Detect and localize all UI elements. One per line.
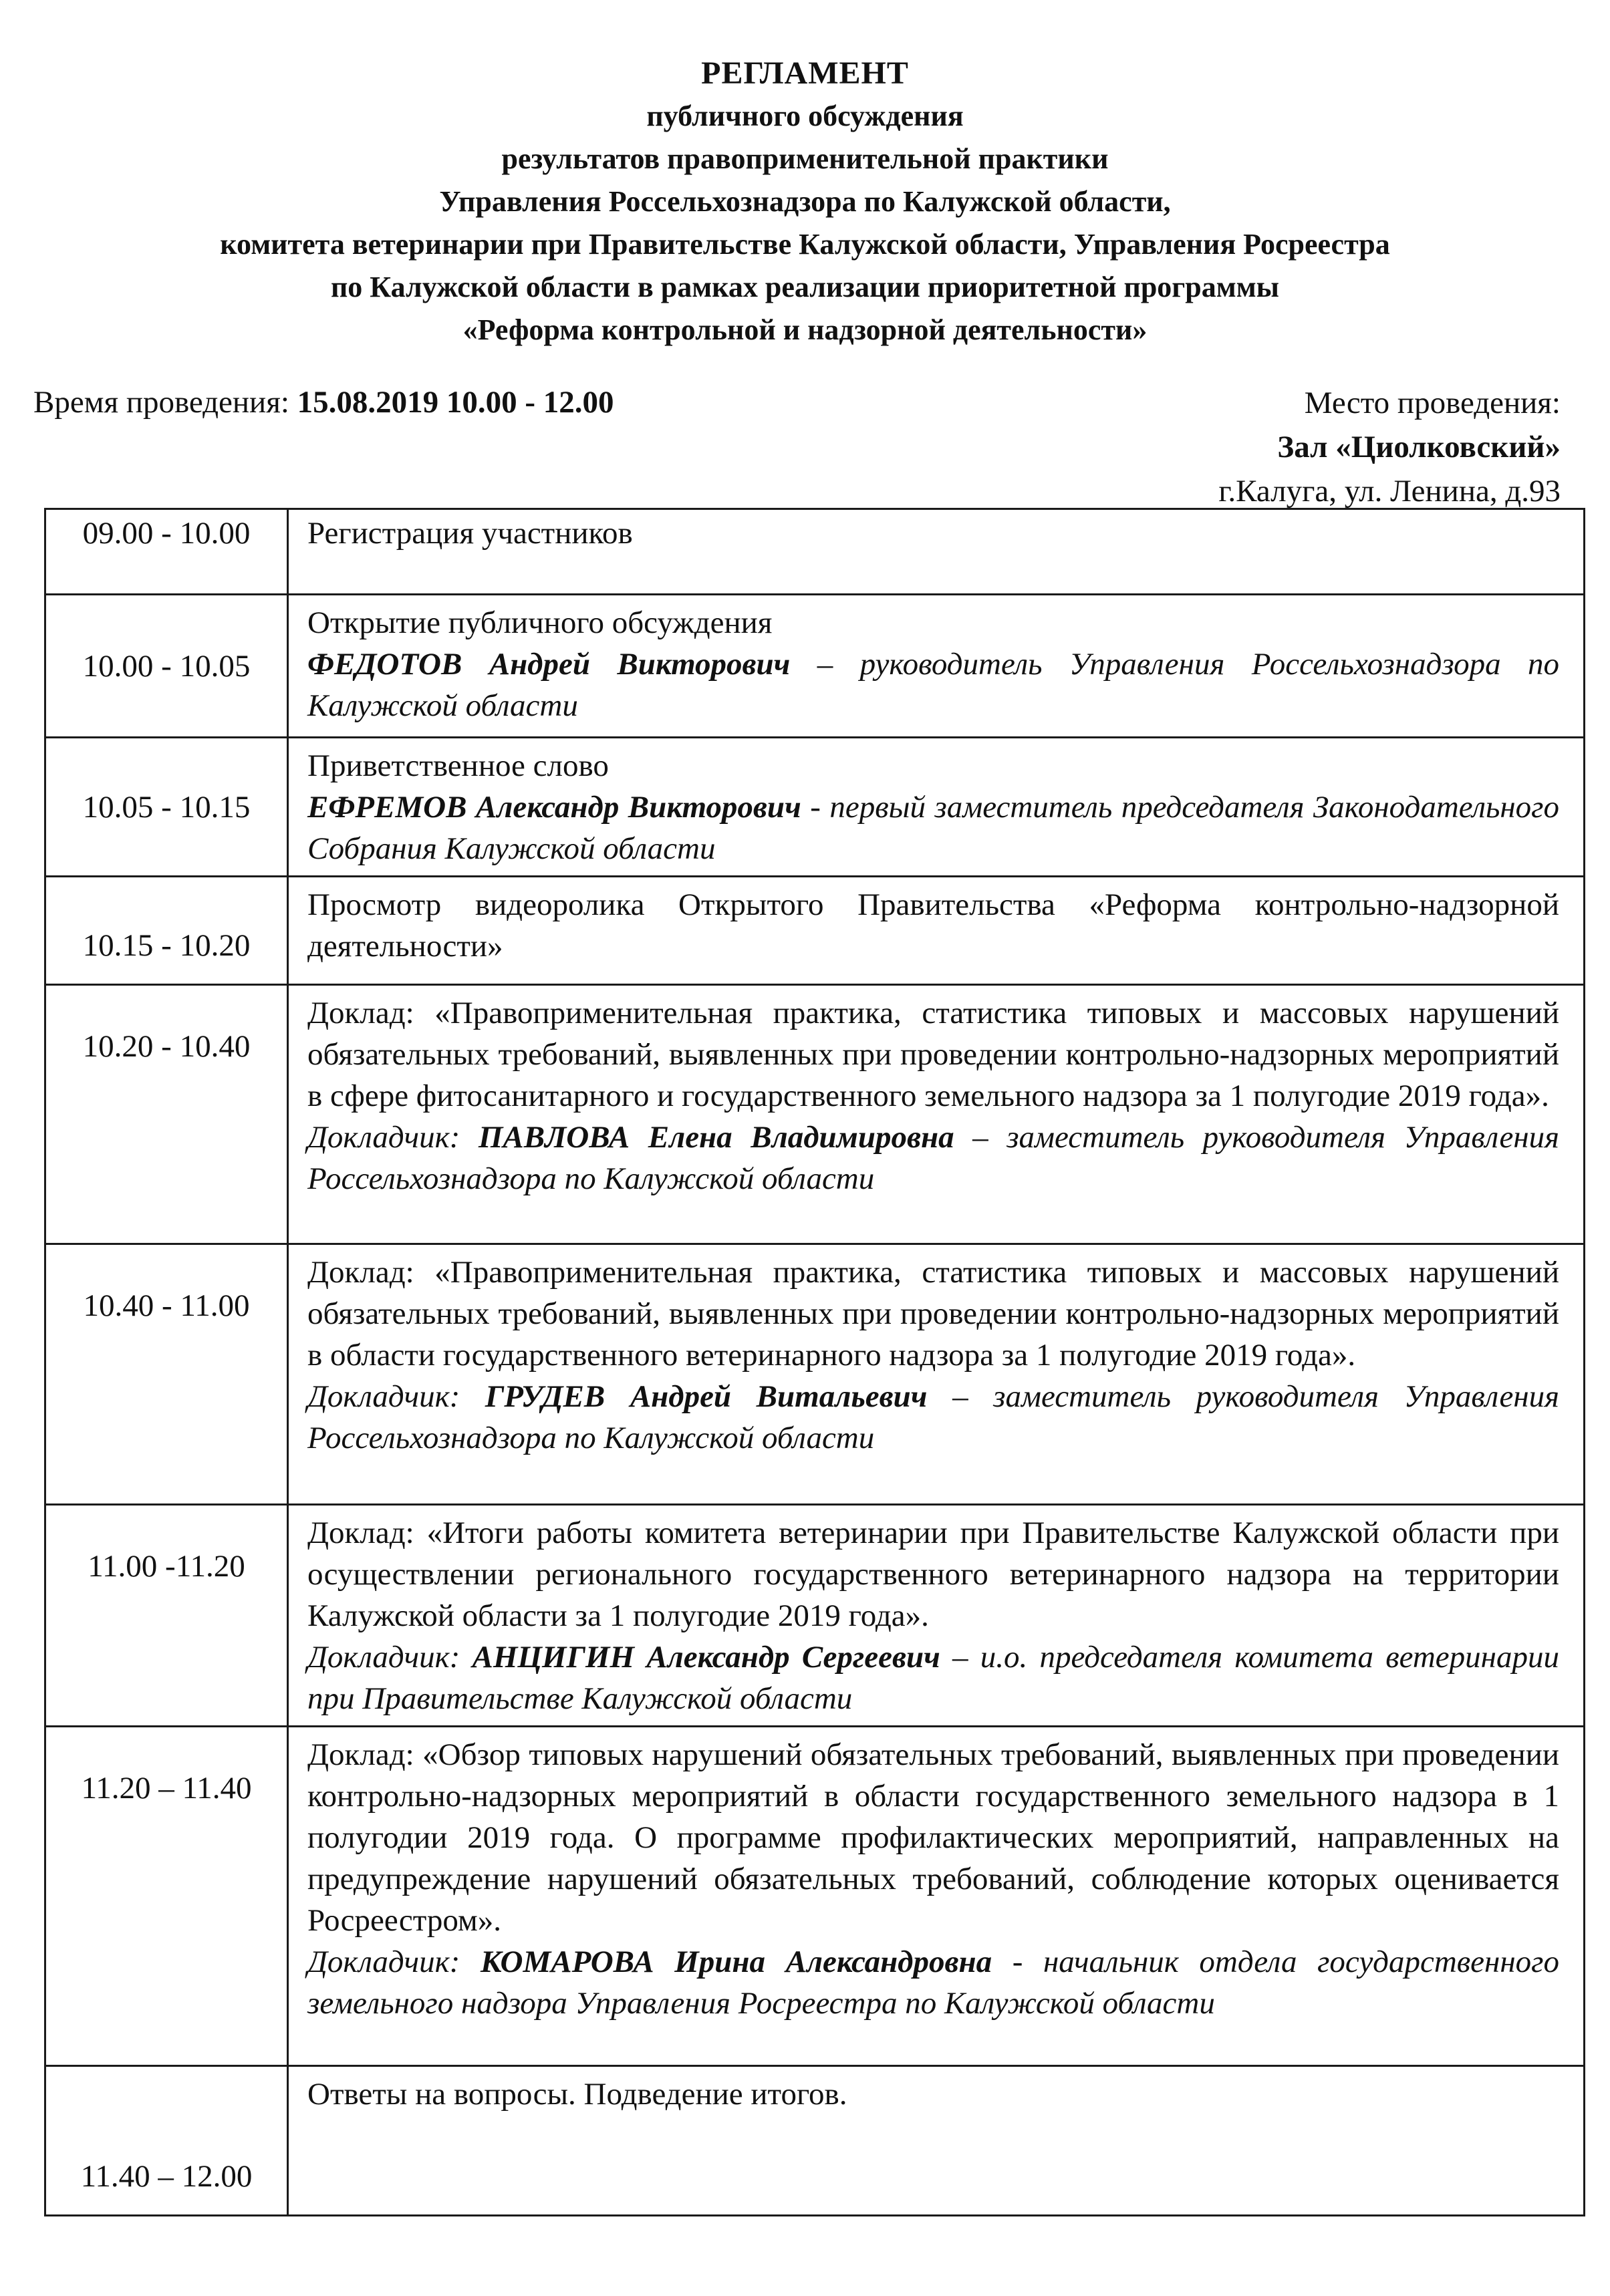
table-row bbox=[45, 2066, 1585, 2216]
agenda-cell bbox=[288, 985, 1585, 1244]
event-venue: Зал «Циолковский» bbox=[1277, 430, 1561, 464]
agenda-speaker bbox=[307, 1376, 1559, 1459]
speaker-role: – заместитель руководителя Управления Россельхознадзора по Калужской области bbox=[307, 1120, 1559, 1196]
speaker-role: – руководитель Управления Россельхознадзора по Калужской области bbox=[307, 647, 1560, 723]
time-cell: 09.00 - 10.00 bbox=[45, 509, 288, 595]
speaker-role: - начальник отдела государственного земельного надзора Управления Росреестра по Калужской области bbox=[307, 1945, 1559, 2021]
event-time-value: 15.08.2019 10.00 - 12.00 bbox=[297, 385, 614, 420]
header-line-6: «Реформа контрольной и надзорной деятельности» bbox=[462, 313, 1148, 346]
table-row bbox=[45, 1505, 1585, 1727]
speaker-label: Докладчик: bbox=[307, 1379, 485, 1414]
agenda-cell bbox=[288, 1505, 1585, 1727]
speaker-label: Докладчик: bbox=[307, 1120, 479, 1155]
agenda-cell bbox=[288, 509, 1585, 595]
agenda-title: Приветственное слово bbox=[307, 748, 609, 783]
time-cell: 10.00 - 10.05 bbox=[45, 595, 288, 738]
agenda-speaker bbox=[307, 1941, 1559, 2024]
time-cell: 10.40 - 11.00 bbox=[45, 1244, 288, 1505]
table-row bbox=[45, 509, 1585, 595]
agenda-cell bbox=[288, 1727, 1585, 2066]
schedule-table bbox=[44, 508, 1585, 2216]
speaker-name: ГРУДЕВ Андрей Витальевич bbox=[485, 1379, 928, 1414]
speaker-name: ФЕДОТОВ Андрей Викторович bbox=[307, 647, 791, 682]
agenda-title: Просмотр видеоролика Открытого Правительства «Реформа контрольно-надзорной деятельности» bbox=[307, 887, 1559, 964]
event-time bbox=[33, 381, 614, 424]
event-place bbox=[1218, 381, 1561, 513]
agenda-cell bbox=[288, 1244, 1585, 1505]
speaker-role: – заместитель руководителя Управления Россельхознадзора по Калужской области bbox=[307, 1379, 1559, 1455]
document-title: РЕГЛАМЕНТ bbox=[701, 55, 909, 91]
agenda-title: Регистрация участников bbox=[307, 516, 633, 551]
speaker-role: - первый заместитель председателя Законодательного Собрания Калужской области bbox=[307, 790, 1560, 866]
agenda-title: Ответы на вопросы. Подведение итогов. bbox=[307, 2077, 847, 2112]
speaker-name: ПАВЛОВА Елена Владимировна bbox=[478, 1120, 954, 1155]
header-line-1: публичного обсуждения bbox=[646, 100, 964, 132]
agenda-cell bbox=[288, 877, 1585, 985]
header-line-3: Управления Россельхознадзора по Калужской области, bbox=[439, 185, 1171, 218]
table-row bbox=[45, 1727, 1585, 2066]
header-line-5: по Калужской области в рамках реализации приоритетной программы bbox=[330, 271, 1280, 303]
agenda-speaker bbox=[307, 1117, 1559, 1199]
header-line-2: результатов правоприменительной практики bbox=[501, 142, 1109, 175]
speaker-label: Докладчик: bbox=[307, 1945, 481, 1979]
table-row bbox=[45, 1244, 1585, 1505]
agenda-title: Доклад: «Правоприменительная практика, статистика типовых и массовых нарушений обязательных требований, выявленных при проведении контрольно-надзорных мероприятий в области государственного ветеринарного надзора за 1 полугодие 2019 года». bbox=[307, 1255, 1559, 1373]
agenda-cell bbox=[288, 738, 1585, 877]
agenda-cell bbox=[288, 2066, 1585, 2216]
agenda-title: Доклад: «Итоги работы комитета ветеринарии при Правительстве Калужской области при осуществлении регионального государственного ветеринарного надзора на территории Калужской области за 1 полугодие 2019 года». bbox=[307, 1516, 1559, 1633]
document-header bbox=[0, 52, 1610, 351]
event-place-label: Место проведения: bbox=[1304, 386, 1561, 420]
agenda-speaker bbox=[307, 786, 1559, 869]
agenda-speaker bbox=[307, 643, 1559, 726]
event-address: г.Калуга, ул. Ленина, д.93 bbox=[1218, 474, 1561, 509]
table-row bbox=[45, 985, 1585, 1244]
agenda-speaker bbox=[307, 1636, 1559, 1719]
speaker-name: ЕФРЕМОВ Александр Викторович bbox=[307, 790, 801, 825]
time-cell: 10.05 - 10.15 bbox=[45, 738, 288, 877]
time-cell: 11.00 -11.20 bbox=[45, 1505, 288, 1727]
time-cell: 10.15 - 10.20 bbox=[45, 877, 288, 985]
time-cell: 11.40 – 12.00 bbox=[45, 2066, 288, 2216]
agenda-title: Доклад: «Обзор типовых нарушений обязательных требований, выявленных при проведении контрольно-надзорных мероприятий в области государственного земельного надзора в 1 полугодии 2019 года. О программе профилактических мероприятий, направленных на предупреждение нарушений обязательных требований, соблюдение которых оценивается Росреестром». bbox=[307, 1737, 1559, 1938]
speaker-name: КОМАРОВА Ирина Александровна bbox=[480, 1945, 992, 1979]
agenda-cell bbox=[288, 595, 1585, 738]
speaker-role: – и.о. председателя комитета ветеринарии при Правительстве Калужской области bbox=[307, 1640, 1559, 1716]
agenda-title: Открытие публичного обсуждения bbox=[307, 605, 773, 640]
time-cell: 10.20 - 10.40 bbox=[45, 985, 288, 1244]
table-row bbox=[45, 738, 1585, 877]
table-row bbox=[45, 595, 1585, 738]
time-cell: 11.20 – 11.40 bbox=[45, 1727, 288, 2066]
agenda-title: Доклад: «Правоприменительная практика, статистика типовых и массовых нарушений обязательных требований, выявленных при проведении контрольно-надзорных мероприятий в сфере фитосанитарного и государственного земельного надзора за 1 полугодие 2019 года». bbox=[307, 996, 1559, 1113]
header-line-4: комитета ветеринарии при Правительстве Калужской области, Управления Росреестра bbox=[220, 228, 1390, 261]
event-time-label: Время проведения: bbox=[33, 385, 297, 420]
speaker-name: АНЦИГИН Александр Сергеевич bbox=[472, 1640, 940, 1675]
table-row bbox=[45, 877, 1585, 985]
speaker-label: Докладчик: bbox=[307, 1640, 473, 1675]
